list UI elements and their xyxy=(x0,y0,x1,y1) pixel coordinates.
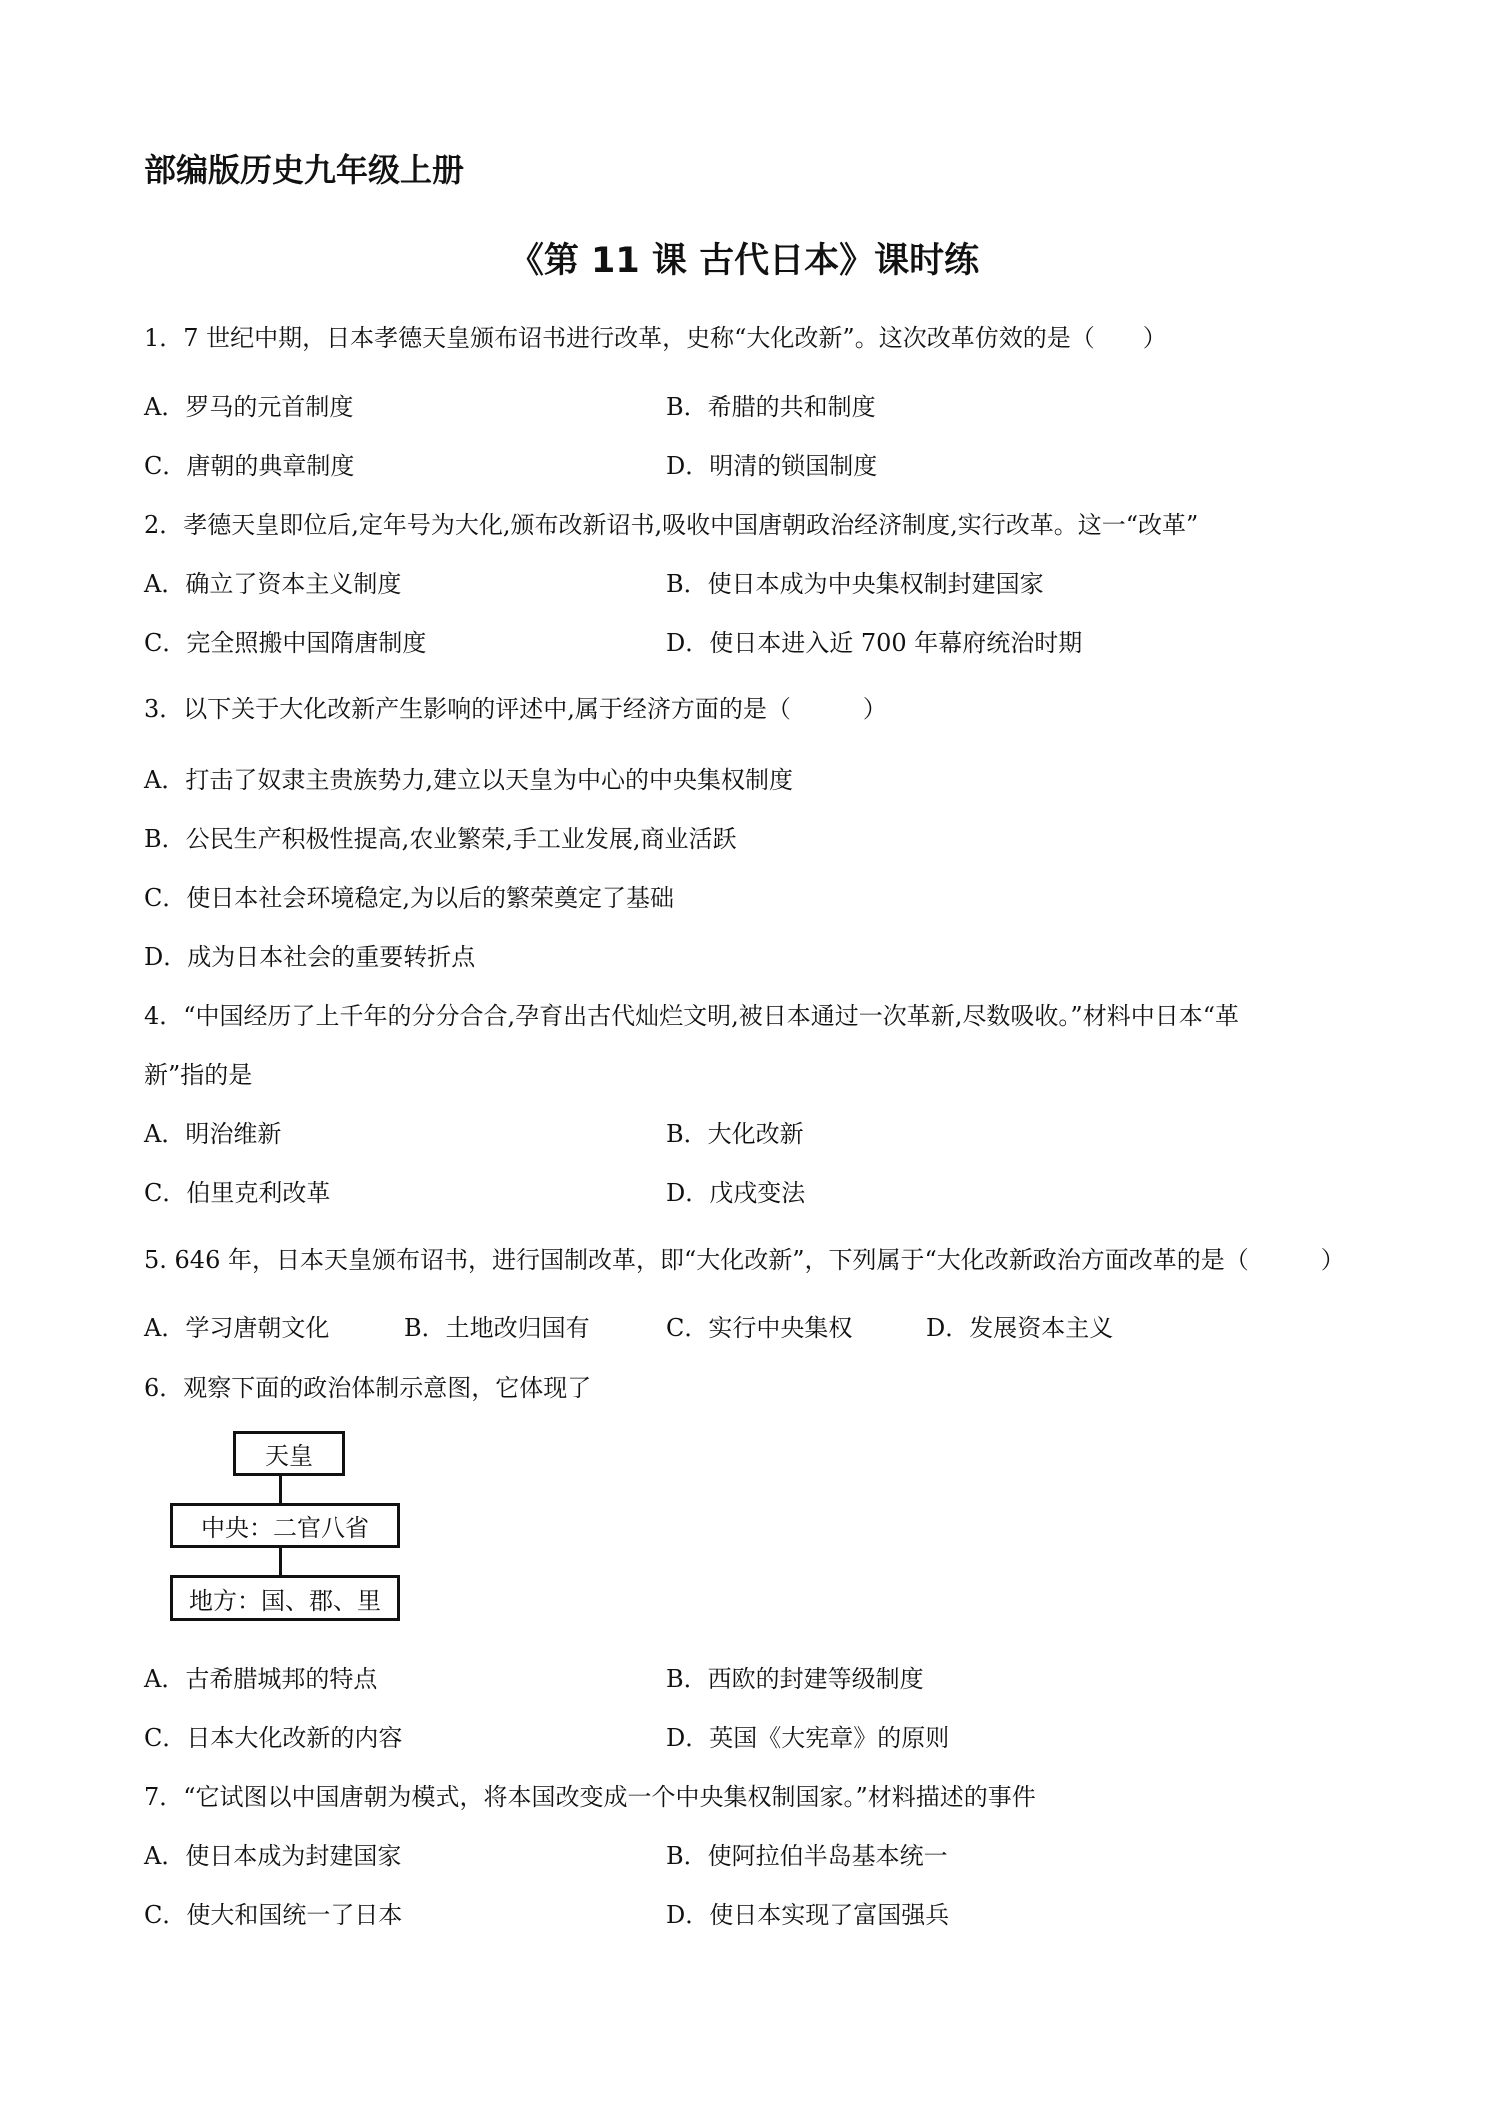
question-7-stem: 7．“它试图以中国唐朝为模式，将本国改变成一个中央集权制国家。”材料描述的事件 xyxy=(144,1783,1036,1811)
question-1-option-d: D．明清的锁国制度 xyxy=(666,452,878,480)
question-2-option-b: B．使日本成为中央集权制封建国家 xyxy=(666,570,1044,598)
question-6-stem: 6．观察下面的政治体制示意图，它体现了 xyxy=(144,1374,592,1402)
question-7-option-a: A．使日本成为封建国家 xyxy=(144,1842,402,1870)
question-3-stem: 3．以下关于大化改新产生影响的评述中,属于经济方面的是（ ） xyxy=(144,695,887,723)
question-4-stem-line-2: 新”指的是 xyxy=(144,1061,253,1089)
page-title: 《第 11 课 古代日本》课时练 xyxy=(508,241,980,281)
question-7-option-d: D．使日本实现了富国强兵 xyxy=(666,1901,950,1929)
question-5-option-c: C．实行中央集权 xyxy=(666,1314,853,1342)
diagram-central-box: 中央：二官八省 xyxy=(170,1503,400,1548)
question-5-option-b: B．土地改归国有 xyxy=(404,1314,590,1342)
question-6-option-c: C．日本大化改新的内容 xyxy=(144,1724,403,1752)
diagram-emperor-box: 天皇 xyxy=(233,1431,345,1476)
question-4-option-a: A．明治维新 xyxy=(144,1120,282,1148)
diagram-connector-top xyxy=(279,1476,282,1504)
question-2-stem: 2．孝德天皇即位后,定年号为大化,颁布改新诏书,吸收中国唐朝政治经济制度,实行改革。这一“改革” xyxy=(144,511,1199,539)
question-6-option-b: B．西欧的封建等级制度 xyxy=(666,1665,924,1693)
diagram-local-box: 地方：国、郡、里 xyxy=(170,1575,400,1621)
diagram-connector-bottom xyxy=(279,1548,282,1576)
question-1-option-c: C．唐朝的典章制度 xyxy=(144,452,355,480)
question-3-option-a: A．打击了奴隶主贵族势力,建立以天皇为中心的中央集权制度 xyxy=(144,766,793,794)
question-5-option-d: D．发展资本主义 xyxy=(926,1314,1114,1342)
question-6-option-a: A．古希腊城邦的特点 xyxy=(144,1665,378,1693)
question-4-option-b: B．大化改新 xyxy=(666,1120,804,1148)
page-header: 部编版历史九年级上册 xyxy=(144,151,465,189)
question-1-option-a: A．罗马的元首制度 xyxy=(144,393,354,421)
question-4-stem-line-1: 4．“中国经历了上千年的分分合合,孕育出古代灿烂文明,被日本通过一次革新,尽数吸收。”材料中日本“革 xyxy=(144,1002,1239,1030)
question-3-option-b: B．公民生产积极性提高,农业繁荣,手工业发展,商业活跃 xyxy=(144,825,737,853)
question-3-option-c: C．使日本社会环境稳定,为以后的繁荣奠定了基础 xyxy=(144,884,674,912)
question-5-stem: 5. 646 年，日本天皇颁布诏书，进行国制改革，即“大化改新”，下列属于“大化改新政治方面改革的是（ ） xyxy=(144,1246,1345,1274)
question-4-option-d: D．戊戌变法 xyxy=(666,1179,806,1207)
question-1-stem: 1．7 世纪中期，日本孝德天皇颁布诏书进行改革，史称“大化改新”。这次改革仿效的是（ ） xyxy=(144,324,1167,352)
question-2-option-c: C．完全照搬中国隋唐制度 xyxy=(144,629,427,657)
question-4-option-c: C．伯里克利改革 xyxy=(144,1179,331,1207)
question-1-option-b: B．希腊的共和制度 xyxy=(666,393,876,421)
question-5-option-a: A．学习唐朝文化 xyxy=(144,1314,330,1342)
question-3-option-d: D．成为日本社会的重要转折点 xyxy=(144,943,476,971)
question-7-option-b: B．使阿拉伯半岛基本统一 xyxy=(666,1842,948,1870)
question-2-option-a: A．确立了资本主义制度 xyxy=(144,570,402,598)
question-2-option-d: D．使日本进入近 700 年幕府统治时期 xyxy=(666,629,1083,657)
question-7-option-c: C．使大和国统一了日本 xyxy=(144,1901,403,1929)
question-6-option-d: D．英国《大宪章》的原则 xyxy=(666,1724,950,1752)
